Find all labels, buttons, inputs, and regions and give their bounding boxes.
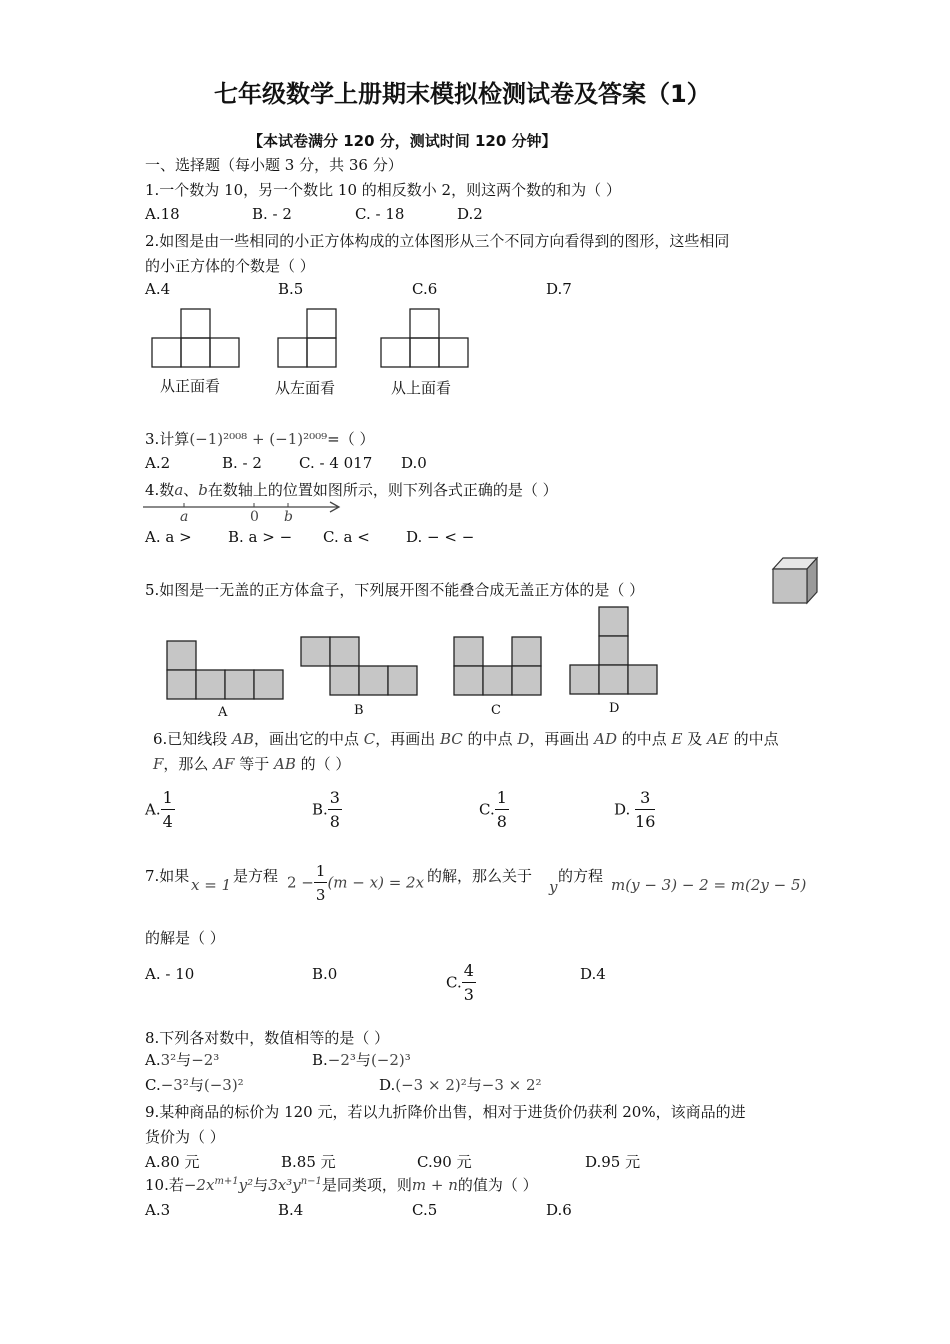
option-b: B.85 元: [281, 1153, 336, 1171]
option-d: D. − < −: [406, 528, 475, 546]
question-6-cont: F，那么 AF 等于 AB 的（ ）: [153, 755, 351, 773]
option-d: D.6: [546, 1201, 572, 1219]
question-10: 10.若$-2x^{m+1}y^2$与$3x^3y^{n-1}$是同类项，则m + n的值为（ ）: [145, 1176, 538, 1194]
option-d: D. $\frac{3}{16}$: [614, 788, 656, 831]
caption-front: 从正面看: [160, 377, 221, 395]
question-2-cont: 的小正方体的个数是（ ）: [145, 257, 315, 275]
math-x-equals-1: x = 1: [191, 876, 232, 894]
section-heading: 一、选择题（每小题 3 分，共 36 分）: [145, 156, 403, 174]
axis-label-zero: 0: [250, 509, 259, 525]
question-9: 9.某种商品的标价为 120 元，若以九折降价出售，相对于进货价仍获利 20%，该商品的进: [145, 1103, 746, 1121]
net-c: [454, 637, 541, 695]
option-a: A. a >: [145, 528, 192, 546]
option-a: A. - 10: [145, 965, 195, 983]
option-c: C. - 18: [355, 205, 405, 223]
page-title: 七年级数学上册期末模拟检测试卷及答案（1）: [214, 80, 711, 108]
option-c: C.6: [412, 280, 438, 298]
option-a: A.3: [145, 1201, 171, 1219]
equation: 2 − $\frac{1}{3}$ (m − x) = 2x: [287, 862, 425, 904]
question-6: 6.已知线段 AB，画出它的中点 C，再画出 BC 的中点 D，再画出 AD 的中点 E 及 AE 的中点: [153, 730, 779, 748]
option-a: A. $\frac{1}{4}$: [145, 788, 173, 831]
option-d: D.2: [457, 205, 483, 223]
number-line: [140, 498, 350, 526]
option-d: D.(−3 × 2)²与−3 × 2²: [379, 1076, 542, 1094]
net-label-d: D: [609, 701, 620, 716]
question-2: 2.如图是由一些相同的小正方体构成的立体图形从三个不同方向看得到的图形，这些相同: [145, 232, 730, 250]
axis-label-a: a: [180, 509, 189, 525]
option-c: C.5: [412, 1201, 438, 1219]
option-b: B. - 2: [252, 205, 292, 223]
top-view: [381, 309, 468, 367]
option-a: A.18: [145, 205, 180, 223]
option-a: A.4: [145, 280, 171, 298]
option-c: C. a <: [323, 528, 370, 546]
option-c: C.90 元: [417, 1153, 472, 1171]
equation-y: m(y − 3) − 2 = m(2y − 5): [611, 876, 807, 894]
net-b: [301, 637, 417, 695]
option-c: C. $\frac{1}{8}$: [479, 788, 507, 831]
option-d: D.4: [580, 965, 606, 983]
axis-label-b: b: [284, 509, 293, 525]
exam-info: 【本试卷满分 120 分，测试时间 120 分钟】: [248, 132, 557, 150]
option-b: B. $\frac{3}{8}$: [312, 788, 340, 831]
net-label-b: B: [354, 703, 364, 718]
option-b: B.0: [312, 965, 338, 983]
net-label-c: C: [491, 703, 501, 718]
question-4: 4.数a、b在数轴上的位置如图所示，则下列各式正确的是（ ）: [145, 481, 558, 499]
open-box-figure: [770, 555, 822, 607]
expression: (−1)²⁰⁰⁸ + (−1)²⁰⁰⁹: [189, 430, 328, 448]
question-9-cont: 货价为（ ）: [145, 1128, 225, 1146]
net-d: [570, 607, 657, 694]
cube-nets: [160, 600, 670, 705]
net-a: [167, 641, 283, 699]
option-b: B.5: [278, 280, 304, 298]
question-1: 1.一个数为 10，另一个数比 10 的相反数小 2，则这两个数的和为（ ）: [145, 181, 621, 199]
option-b: B.4: [278, 1201, 304, 1219]
option-a: A.3²与−2³: [145, 1051, 220, 1069]
caption-left: 从左面看: [275, 379, 336, 397]
left-view: [278, 309, 336, 367]
option-d: D.95 元: [585, 1153, 641, 1171]
option-a: A.80 元: [145, 1153, 200, 1171]
question-7: 7.如果: [145, 867, 190, 885]
option-b: B. - 2: [222, 454, 262, 472]
option-b: B. a > −: [228, 528, 293, 546]
question-8: 8.下列各对数中，数值相等的是（ ）: [145, 1029, 390, 1047]
option-d: D.0: [401, 454, 427, 472]
option-a: A.2: [145, 454, 171, 472]
three-view-figures: [140, 300, 485, 375]
question-3: 3.计算(−1)²⁰⁰⁸ + (−1)²⁰⁰⁹=（ ）: [145, 430, 375, 448]
option-d: D.7: [546, 280, 572, 298]
question-5: 5.如图是一无盖的正方体盒子，下列展开图不能叠合成无盖正方体的是（ ）: [145, 581, 645, 599]
option-c: C. - 4 017: [299, 454, 373, 472]
option-b: B.−2³与(−2)³: [312, 1051, 411, 1069]
option-c: C. $\frac{4}{3}$: [446, 961, 474, 1004]
net-label-a: A: [218, 705, 228, 720]
front-view: [152, 309, 239, 367]
option-c: C.−3²与(−3)²: [145, 1076, 244, 1094]
question-7-cont: 的解是（ ）: [145, 929, 225, 947]
caption-top: 从上面看: [391, 379, 452, 397]
